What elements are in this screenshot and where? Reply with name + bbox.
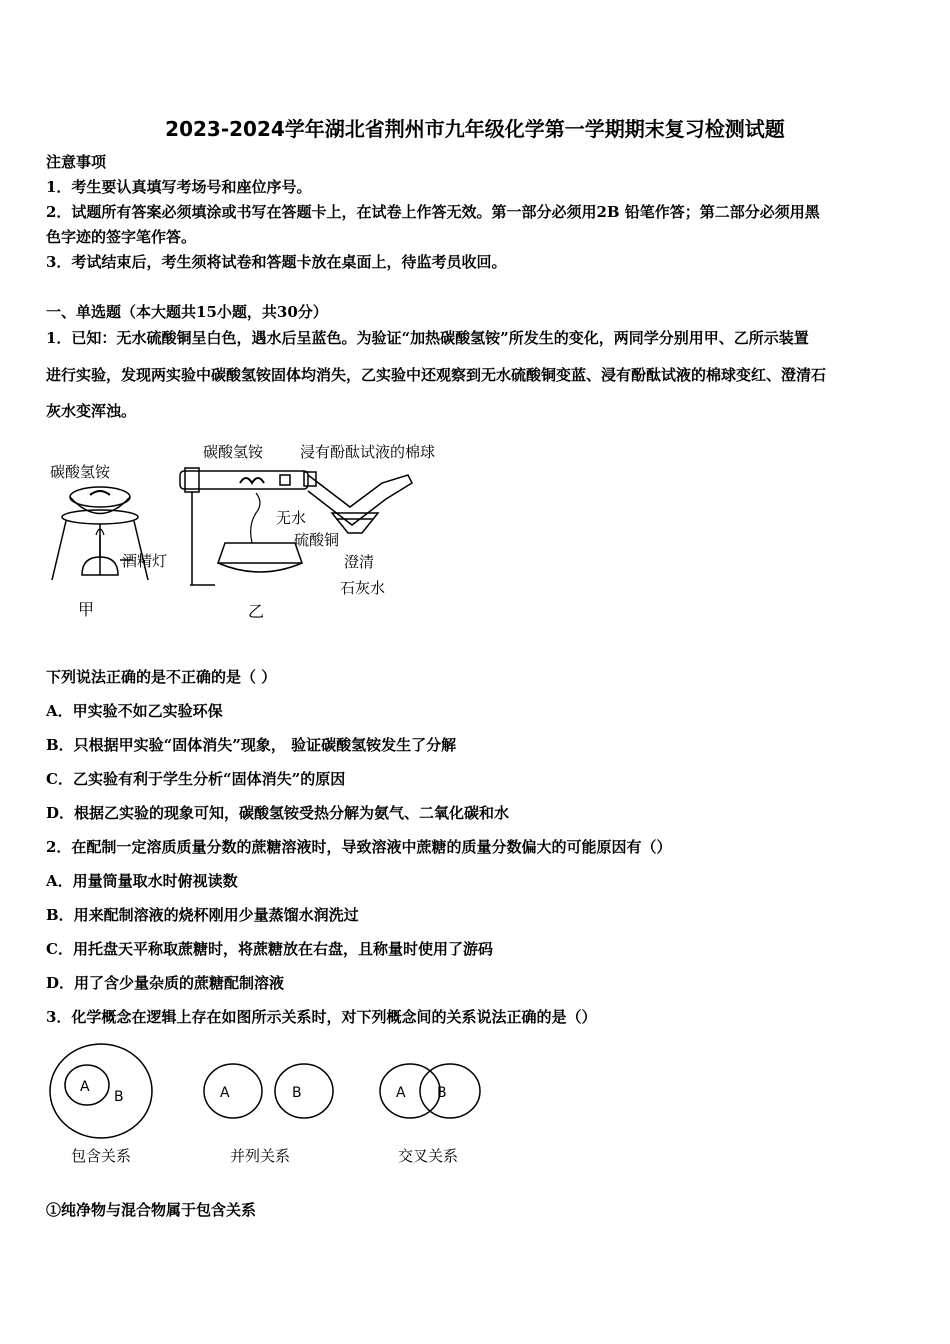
- q3-stem: 3．化学概念在逻辑上存在如图所示关系时，对下列概念间的关系说法正确的是（）: [46, 1008, 597, 1026]
- notice-item: 3．考试结束后，考生须将试卷和答题卡放在桌面上，待监考员收回。: [46, 253, 507, 271]
- q1-option-d: D．根据乙实验的现象可知，碳酸氢铵受热分解为氨气、二氧化碳和水: [46, 804, 510, 822]
- label-b: B: [437, 1085, 447, 1101]
- label-a: A: [220, 1085, 230, 1101]
- section-heading: 一、单选题（本大题共15小题，共30分）: [46, 303, 328, 321]
- q1-option-b: B．只根据甲实验“固体消失”现象， 验证碳酸氢铵发生了分解: [46, 736, 457, 754]
- label-yi-cotton: 浸有酚酞试液的棉球: [300, 443, 436, 461]
- page-title: 2023-2024学年湖北省荆州市九年级化学第一学期期末复习检测试题: [165, 117, 785, 141]
- label-b: B: [114, 1089, 124, 1105]
- q1-question: 下列说法正确的是不正确的是（ ）: [46, 668, 277, 686]
- q2-option-d: D．用了含少量杂质的蔗糖配制溶液: [46, 974, 285, 992]
- caption-containment: 包含关系: [71, 1147, 132, 1165]
- label-yi-cuso4-1: 无水: [276, 509, 307, 527]
- q1-stem-line: 进行实验，发现两实验中碳酸氢铵固体均消失，乙实验中还观察到无水硫酸铜变蓝、浸有酚酞试液的棉球变红、澄清石: [46, 366, 827, 384]
- burner-bowl: [218, 543, 302, 563]
- parallel-circle-b: [275, 1064, 333, 1118]
- q2-option-c: C．用托盘天平称取蔗糖时，将蔗糖放在右盘，且称量时使用了游码: [46, 940, 493, 958]
- intersect-circle-b: [420, 1064, 480, 1118]
- notice-item: 1．考生要认真填写考场号和座位序号。: [46, 178, 312, 196]
- caption-jia: 甲: [78, 600, 95, 619]
- q2-option-b: B．用来配制溶液的烧杯刚用少量蒸馏水润洗过: [46, 906, 359, 924]
- parallel-circle-a: [204, 1064, 262, 1118]
- notice-item: 2．试题所有答案必须填涂或书写在答题卡上，在试卷上作答无效。第一部分必须用2B 铅笔作答；第二部分必须用黑: [46, 203, 820, 221]
- q1-stem-line: 1．已知：无水硫酸铜呈白色，遇水后呈蓝色。为验证“加热碳酸氢铵”所发生的变化，两同学分别用甲、乙所示装置: [46, 329, 809, 347]
- label-yi-limewater-1: 澄清: [344, 553, 375, 571]
- label-jia-reagent: 碳酸氢铵: [50, 463, 111, 481]
- notice-heading: 注意事项: [46, 153, 107, 171]
- cuso4-packet: [280, 475, 290, 485]
- label-jia-lamp: 酒精灯: [122, 552, 168, 570]
- q1-stem-line: 灰水变浑浊。: [46, 402, 137, 420]
- notice-item: 色字迹的签字笔作答。: [46, 228, 197, 246]
- intersect-circle-a: [380, 1064, 440, 1118]
- label-yi-reagent: 碳酸氢铵: [203, 443, 264, 461]
- caption-intersection: 交叉关系: [398, 1147, 459, 1165]
- tripod-ring: [62, 510, 138, 524]
- q3-item-1: ①纯净物与混合物属于包含关系: [46, 1201, 257, 1219]
- q1-option-c: C．乙实验有利于学生分析“固体消失”的原因: [46, 770, 346, 788]
- q1-apparatus-figure: [40, 435, 480, 630]
- label-a: A: [396, 1085, 406, 1101]
- label-yi-limewater-2: 石灰水: [340, 579, 386, 597]
- label-yi-cuso4-2: 硫酸铜: [294, 531, 340, 549]
- v-tube: [308, 475, 412, 525]
- label-a: A: [80, 1079, 90, 1095]
- q3-relation-diagrams: [40, 1038, 500, 1173]
- q1-option-a: A．甲实验不如乙实验环保: [46, 702, 223, 720]
- q2-stem: 2．在配制一定溶质质量分数的蔗糖溶液时，导致溶液中蔗糖的质量分数偏大的可能原因有（）: [46, 838, 672, 856]
- caption-yi: 乙: [248, 602, 265, 621]
- q2-option-a: A．用量筒量取水时俯视读数: [46, 872, 238, 890]
- caption-parallel: 并列关系: [230, 1147, 291, 1165]
- label-b: B: [292, 1085, 302, 1101]
